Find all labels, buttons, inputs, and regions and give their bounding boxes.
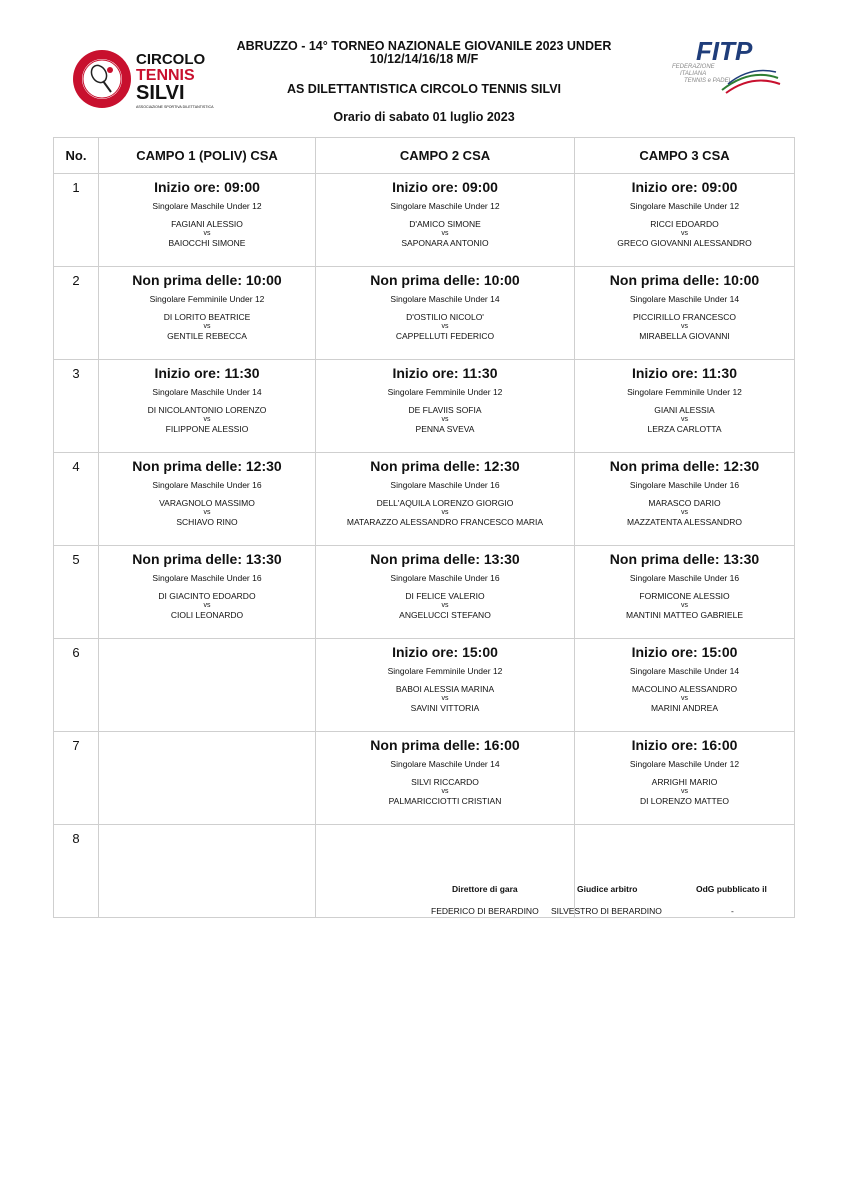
match-slot xyxy=(99,267,315,341)
match-time: Inizio ore: 15:00 xyxy=(392,644,498,660)
col-header-no: No. xyxy=(54,138,99,174)
versus-label: vs xyxy=(681,323,688,330)
versus-label: vs xyxy=(203,416,211,423)
match-slot xyxy=(316,639,574,713)
organizer-name: AS DILETTANTISTICA CIRCOLO TENNIS SILVI xyxy=(286,82,562,96)
player-one: BABOI ALESSIA MARINA xyxy=(395,684,495,694)
match-time: Non prima delle: 12:30 xyxy=(609,458,760,474)
player-two: ANGELUCCI STEFANO xyxy=(399,610,491,620)
player-one: DI NICOLANTONIO LORENZO xyxy=(147,405,267,415)
match-slot xyxy=(316,174,574,248)
player-one: SILVI RICCARDO xyxy=(411,777,479,787)
match-time: Non prima delle: 12:30 xyxy=(370,458,520,474)
match-slot xyxy=(575,174,794,248)
table-row xyxy=(54,267,795,360)
match-event: Singolare Maschile Under 16 xyxy=(629,480,740,490)
court-slot-cell xyxy=(99,267,316,360)
player-one: DE FLAVIIS SOFIA xyxy=(408,405,482,415)
versus-label: vs xyxy=(681,509,688,516)
match-time: Non prima delle: 12:30 xyxy=(132,458,282,474)
match-event: Singolare Maschile Under 14 xyxy=(390,294,500,304)
player-two: PALMARICCIOTTI CRISTIAN xyxy=(388,796,502,806)
versus-label: vs xyxy=(441,416,449,423)
player-two: GRECO GIOVANNI ALESSANDRO xyxy=(617,238,752,248)
player-two: MARINI ANDREA xyxy=(650,703,719,713)
director-name: FEDERICO DI BERARDINO xyxy=(431,906,539,916)
court-slot-cell xyxy=(575,174,795,267)
match-time: Inizio ore: 11:30 xyxy=(154,365,260,381)
court-slot-cell xyxy=(575,546,795,639)
court-slot-cell xyxy=(99,453,316,546)
match-time: Non prima delle: 10:00 xyxy=(370,272,520,288)
match-time: Inizio ore: 09:00 xyxy=(631,179,738,195)
match-slot xyxy=(575,639,794,713)
match-time: Non prima delle: 13:30 xyxy=(370,551,520,567)
match-event: Singolare Maschile Under 12 xyxy=(629,759,740,769)
player-one: DI GIACINTO EDOARDO xyxy=(158,591,256,601)
match-event: Singolare Maschile Under 16 xyxy=(390,573,500,583)
player-one: PICCIRILLO FRANCESCO xyxy=(633,312,736,322)
court-slot-cell xyxy=(575,453,795,546)
director-label: Direttore di gara xyxy=(452,884,518,894)
player-two: MIRABELLA GIOVANNI xyxy=(639,331,730,341)
match-event: Singolare Maschile Under 12 xyxy=(629,201,740,211)
versus-label: vs xyxy=(441,509,449,516)
schedule-body xyxy=(54,174,795,918)
match-slot xyxy=(316,732,574,806)
match-slot xyxy=(575,453,794,527)
published-label: OdG pubblicato il xyxy=(696,884,767,894)
court-slot-cell xyxy=(316,732,575,825)
versus-label: vs xyxy=(681,416,688,423)
versus-label: vs xyxy=(441,230,449,237)
versus-label: vs xyxy=(441,323,449,330)
player-two: SAVINI VITTORIA xyxy=(410,703,480,713)
player-one: D'AMICO SIMONE xyxy=(409,219,481,229)
court-slot-cell xyxy=(316,825,575,918)
player-one: FORMICONE ALESSIO xyxy=(639,591,730,601)
club-emblem-icon xyxy=(70,48,222,110)
versus-label: vs xyxy=(203,602,211,609)
match-time: Non prima delle: 13:30 xyxy=(132,551,282,567)
row-number: 2 xyxy=(54,267,99,360)
player-one: MARASCO DARIO xyxy=(648,498,721,508)
tournament-title xyxy=(224,40,624,66)
table-row xyxy=(54,639,795,732)
match-slot xyxy=(575,546,794,620)
versus-label: vs xyxy=(681,788,688,795)
row-number: 3 xyxy=(54,360,99,453)
court-slot-cell xyxy=(316,453,575,546)
match-event: Singolare Maschile Under 14 xyxy=(390,759,500,769)
court-slot-cell xyxy=(575,732,795,825)
court-slot-cell xyxy=(575,825,795,918)
player-two: MANTINI MATTEO GABRIELE xyxy=(626,610,743,620)
player-one: GIANI ALESSIA xyxy=(654,405,715,415)
player-two: FILIPPONE ALESSIO xyxy=(165,424,249,434)
match-event: Singolare Femminile Under 12 xyxy=(149,294,265,304)
match-slot xyxy=(575,267,794,341)
player-two: PENNA SVEVA xyxy=(415,424,475,434)
tournament-title-line2: 10/12/14/16/18 M/F xyxy=(369,52,479,66)
court-slot-cell xyxy=(99,546,316,639)
match-slot xyxy=(99,360,315,434)
player-two: SAPONARA ANTONIO xyxy=(401,238,489,248)
versus-label: vs xyxy=(681,602,688,609)
match-time: Inizio ore: 09:00 xyxy=(392,179,498,195)
player-one: FAGIANI ALESSIO xyxy=(171,219,243,229)
court-slot-cell xyxy=(575,639,795,732)
row-number: 5 xyxy=(54,546,99,639)
court-slot-cell xyxy=(316,546,575,639)
fitp-emblem-icon xyxy=(670,38,785,96)
match-slot xyxy=(316,546,574,620)
match-time: Non prima delle: 10:00 xyxy=(609,272,760,288)
court-slot-cell xyxy=(99,825,316,918)
col-header-campo2: CAMPO 2 CSA xyxy=(316,138,575,174)
player-one: MACOLINO ALESSANDRO xyxy=(631,684,738,694)
match-event: Singolare Femminile Under 12 xyxy=(627,387,742,397)
match-event: Singolare Maschile Under 16 xyxy=(390,480,500,490)
court-slot-cell xyxy=(316,174,575,267)
player-two: MATARAZZO ALESSANDRO FRANCESCO MARIA xyxy=(346,517,544,527)
fitp-logo xyxy=(670,38,785,96)
versus-label: vs xyxy=(203,509,211,516)
court-slot-cell xyxy=(575,360,795,453)
logo-word1: CIRCOLO xyxy=(136,51,206,68)
schedule-date: Orario di sabato 01 luglio 2023 xyxy=(333,110,515,124)
court-slot-cell xyxy=(316,267,575,360)
match-time: Non prima delle: 10:00 xyxy=(132,272,282,288)
player-two: CAPPELLUTI FEDERICO xyxy=(395,331,495,341)
published-value: - xyxy=(731,906,734,916)
circolo-tennis-silvi-logo xyxy=(70,48,222,110)
match-slot xyxy=(99,174,315,248)
match-time: Inizio ore: 16:00 xyxy=(631,737,738,753)
match-event: Singolare Femminile Under 12 xyxy=(387,666,503,676)
court-slot-cell xyxy=(99,732,316,825)
referee-label: Giudice arbitro xyxy=(577,884,638,894)
match-slot xyxy=(99,453,315,527)
table-row xyxy=(54,453,795,546)
table-row xyxy=(54,825,795,918)
table-row xyxy=(54,174,795,267)
row-number: 8 xyxy=(54,825,99,918)
match-event: Singolare Maschile Under 16 xyxy=(152,480,262,490)
court-slot-cell xyxy=(316,639,575,732)
row-number: 7 xyxy=(54,732,99,825)
match-time: Inizio ore: 09:00 xyxy=(154,179,260,195)
table-row xyxy=(54,360,795,453)
table-row xyxy=(54,546,795,639)
table-header-row xyxy=(54,138,795,174)
match-slot xyxy=(316,360,574,434)
player-two: SCHIAVO RINO xyxy=(176,517,238,527)
match-time: Non prima delle: 13:30 xyxy=(609,551,760,567)
match-event: Singolare Femminile Under 12 xyxy=(387,387,503,397)
match-time: Inizio ore: 15:00 xyxy=(631,644,738,660)
player-one: D'OSTILIO NICOLO' xyxy=(406,312,484,322)
row-number: 4 xyxy=(54,453,99,546)
court-slot-cell xyxy=(316,360,575,453)
player-two: LERZA CARLOTTA xyxy=(647,424,722,434)
player-one: DELL'AQUILA LORENZO GIORGIO xyxy=(376,498,514,508)
match-event: Singolare Maschile Under 14 xyxy=(152,387,262,397)
court-slot-cell xyxy=(99,360,316,453)
player-one: RICCI EDOARDO xyxy=(650,219,719,229)
match-slot xyxy=(575,360,794,434)
fitp-sub3: TENNIS e PADEL xyxy=(684,78,732,84)
versus-label: vs xyxy=(203,323,211,330)
player-one: VARAGNOLO MASSIMO xyxy=(159,498,255,508)
court-slot-cell xyxy=(99,174,316,267)
player-two: MAZZATENTA ALESSANDRO xyxy=(627,517,742,527)
referee-name: SILVESTRO DI BERARDINO xyxy=(551,906,662,916)
versus-label: vs xyxy=(441,788,449,795)
versus-label: vs xyxy=(203,230,211,237)
schedule-table xyxy=(53,137,795,918)
tournament-title-line1: ABRUZZO - 14° TORNEO NAZIONALE GIOVANILE 2023 UNDER xyxy=(236,39,612,53)
logo-word2: TENNIS xyxy=(136,67,195,84)
player-two: DI LORENZO MATTEO xyxy=(639,796,730,806)
match-slot xyxy=(316,453,574,527)
logo-sub: ASSOCIAZIONE SPORTIVA DILETTANTISTICA xyxy=(136,105,214,109)
logo-word3: SILVI xyxy=(136,82,185,104)
match-event: Singolare Maschile Under 12 xyxy=(152,201,262,211)
match-time: Non prima delle: 16:00 xyxy=(370,737,520,753)
table-row xyxy=(54,732,795,825)
fitp-sub2: ITALIANA xyxy=(680,71,707,77)
versus-label: vs xyxy=(681,695,688,702)
player-one: DI LORITO BEATRICE xyxy=(163,312,251,322)
match-event: Singolare Maschile Under 14 xyxy=(629,666,740,676)
match-event: Singolare Maschile Under 16 xyxy=(629,573,740,583)
match-event: Singolare Maschile Under 12 xyxy=(390,201,500,211)
match-slot xyxy=(99,546,315,620)
col-header-campo3: CAMPO 3 CSA xyxy=(575,138,795,174)
match-event: Singolare Maschile Under 14 xyxy=(629,294,740,304)
versus-label: vs xyxy=(441,602,449,609)
row-number: 6 xyxy=(54,639,99,732)
court-slot-cell xyxy=(575,267,795,360)
versus-label: vs xyxy=(681,230,688,237)
versus-label: vs xyxy=(441,695,449,702)
player-two: CIOLI LEONARDO xyxy=(170,610,244,620)
court-slot-cell xyxy=(99,639,316,732)
player-two: BAIOCCHI SIMONE xyxy=(168,238,246,248)
row-number: 1 xyxy=(54,174,99,267)
player-one: DI FELICE VALERIO xyxy=(405,591,485,601)
match-slot xyxy=(316,267,574,341)
match-event: Singolare Maschile Under 16 xyxy=(152,573,262,583)
match-time: Inizio ore: 11:30 xyxy=(631,365,738,381)
player-two: GENTILE REBECCA xyxy=(167,331,247,341)
fitp-brand: FITP xyxy=(696,38,753,66)
match-time: Inizio ore: 11:30 xyxy=(392,365,498,381)
fitp-sub1: FEDERAZIONE xyxy=(672,64,715,70)
match-slot xyxy=(575,732,794,806)
player-one: ARRIGHI MARIO xyxy=(651,777,718,787)
col-header-campo1: CAMPO 1 (POLIV) CSA xyxy=(99,138,316,174)
